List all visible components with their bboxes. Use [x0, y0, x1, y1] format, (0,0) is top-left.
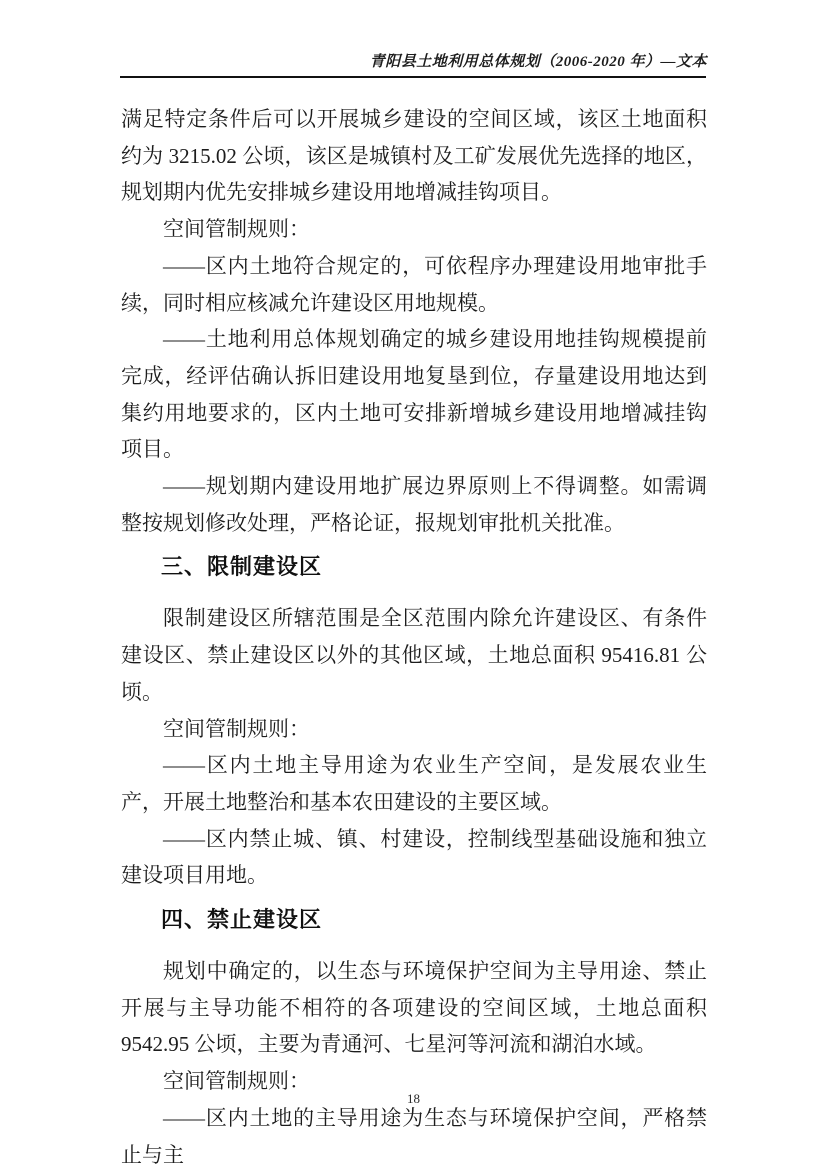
paragraph: 空间管制规则： — [163, 1069, 310, 1094]
paragraph: ——区内土地符合规定的，可依程序办理建设用地审批手续，同时相应核减允许建设区用地规模。 — [121, 253, 707, 315]
paragraph: 空间管制规则： — [163, 217, 310, 242]
paragraph: ——区内土地的主导用途为生态与环境保护空间，严格禁止与主 — [121, 1105, 707, 1167]
paragraph: 限制建设区所辖范围是全区范围内除允许建设区、有条件建设区、禁止建设区以外的其他区域，土地总面积 95416.81 公顷。 — [121, 606, 707, 704]
header-rule — [120, 76, 706, 78]
section-heading: 三、限制建设区 — [161, 554, 323, 580]
section-heading: 四、禁止建设区 — [161, 907, 323, 933]
paragraph: 满足特定条件后可以开展城乡建设的空间区域，该区土地面积约为 3215.02 公顷，该区是城镇村及工矿发展优先选择的地区，规划期内优先安排城乡建设用地增减挂钩项目。 — [121, 107, 707, 205]
paragraph: ——区内土地主导用途为农业生产空间，是发展农业生产，开展土地整治和基本农田建设的主要区域。 — [121, 753, 707, 814]
paragraph: ——土地利用总体规划确定的城乡建设用地挂钩规模提前完成，经评估确认拆旧建设用地复垦到位，存量建设用地达到集约用地要求的，区内土地可安排新增城乡建设用地增减挂钩项目。 — [121, 327, 707, 462]
document-body — [121, 101, 707, 1169]
paragraph: 规划中确定的，以生态与环境保护空间为主导用途、禁止开展与主导功能不相符的各项建设的空间区域，土地总面积 9542.95 公顷，主要为青通河、七星河等河流和湖泊水域。 — [121, 959, 707, 1057]
page-header-title: 青阳县土地利用总体规划（2006-2020 年）—文本 — [369, 54, 707, 70]
page-number: 18 — [407, 1091, 420, 1106]
paragraph: 空间管制规则： — [163, 716, 310, 741]
paragraph: ——规划期内建设用地扩展边界原则上不得调整。如需调整按规划修改处理，严格论证，报规划审批机关批准。 — [121, 474, 707, 535]
paragraph: ——区内禁止城、镇、村建设，控制线型基础设施和独立建设项目用地。 — [121, 826, 707, 888]
